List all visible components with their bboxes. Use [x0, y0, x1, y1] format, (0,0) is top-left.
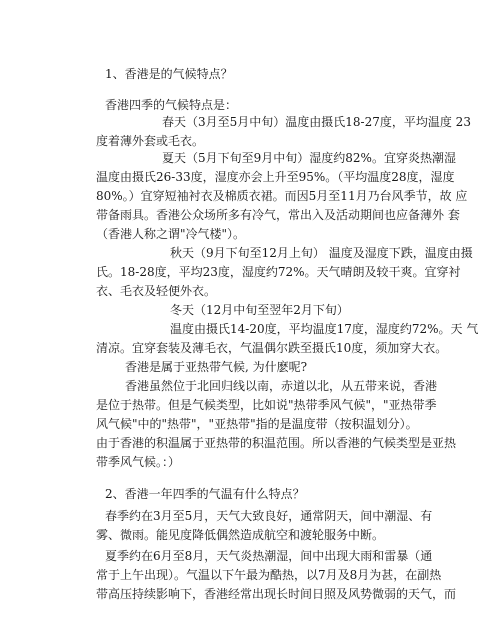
text-line: 风气候"中的"热带"，"亚热带"指的是温度带（按积温划分）。	[96, 417, 418, 431]
text-line: 2、香港一年四季的气温有什么特点？	[105, 487, 305, 501]
text-line: 度着薄外套或毛衣。	[96, 134, 205, 148]
text-line: 夏天（5月下旬至9月中旬）湿度约82%。宜穿炎热潮湿	[162, 151, 456, 165]
text-line: 清凉。宜穿套装及薄毛衣，气温偶尔跌至摄氏10度，须加穿大衣。	[96, 341, 448, 355]
text-line: 香港四季的气候特点是：	[105, 98, 238, 112]
text-line: 冬天（12月中旬至翌年2月下旬）	[170, 303, 349, 317]
text-line: 常于上午出现）。气温以下午最为酷热，以7月及8月为甚，在副热	[96, 568, 442, 582]
text-line: 夏季约在6月至8月，天气炎热潮湿，间中出现大雨和雷暴（通	[105, 549, 433, 563]
text-line: 香港是属于亚热带气候, 为什麽呢?	[125, 360, 308, 374]
text-line: 1、香港是的气候特点？	[105, 67, 233, 81]
text-line: 秋天（9月下旬至12月上旬） 温度及湿度下跌，温度由摄	[170, 246, 473, 260]
text-line: 温度由摄氏14-20度，平均温度17度，湿度约72%。天 气	[170, 322, 479, 336]
text-line: 带高压持续影响下，香港经常出现长时间日照及风势微弱的天气，而	[96, 587, 457, 601]
text-line: 80%。）宜穿短袖衬衣及棉质衣裙。而因5月至11月乃台风季节，故 应	[96, 189, 468, 203]
text-line: 衣、毛衣及轻便外衣。	[96, 284, 217, 298]
text-line: （香港人称之谓"冷气楼"）。	[96, 227, 246, 241]
text-line: 带季风气候。：）	[96, 455, 181, 469]
text-line: 由于香港的积温属于亚热带的积温范围。所以香港的气候类型是亚热	[96, 436, 457, 450]
text-line: 春天（3月至5月中旬）温度由摄氏18-27度，平均温度 23	[162, 115, 471, 129]
text-line: 雾、微雨。能见度降低偶然造成航空和渡轮服务中断。	[96, 528, 385, 542]
text-line: 是位于热带。但是气候类型，比如说"热带季风气候"，"亚热带季	[96, 398, 437, 412]
text-line: 春季约在3月至5月，天气大致良好，通常阴天，间中潮湿、有	[105, 509, 433, 523]
text-line: 香港虽然位于北回归线以南，赤道以北，从五带来说，香港	[125, 379, 438, 393]
text-line: 带备雨具。香港公众场所多有冷气，常出入及活动期间也应备薄外 套	[96, 208, 460, 222]
text-line: 温度由摄氏26-33度，湿度亦会上升至95%。（平均温度28度，湿度	[96, 170, 455, 184]
text-line: 氏。18-28度，平均23度，湿度约72%。天气晴朗及较干爽。宜穿衬	[96, 265, 461, 279]
